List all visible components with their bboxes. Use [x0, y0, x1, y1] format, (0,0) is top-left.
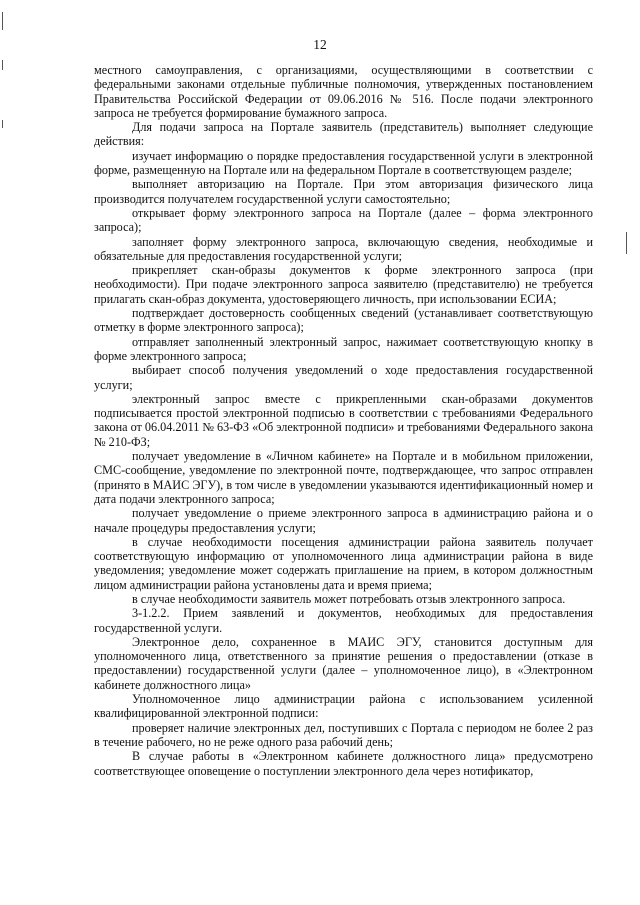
paragraph: местного самоуправления, с организациями, осуществляющими в соответствии с федеральными законами отдельные публичные полномочия, утвержденных постановлением Правительства Российской Федерации от 09.06.2016 № 516. После подачи электронного запроса не требуется формирование бумажного запроса. [94, 63, 593, 120]
paragraph: получает уведомление о приеме электронного запроса в администрацию района и о начале процедуры предоставления услуги; [94, 506, 593, 535]
scan-edge-mark [2, 60, 3, 70]
page-number: 12 [313, 37, 327, 52]
paragraph: открывает форму электронного запроса на Портале (далее – форма электронного запроса); [94, 205, 593, 235]
paragraph: в случае необходимости заявитель может потребовать отзыв электронного запроса. [132, 591, 566, 606]
scan-edge-mark [2, 120, 3, 128]
paragraph: электронный запрос вместе с прикрепленными скан-образами документов подписывается простой электронной подписью в соответствии с требованиями Федерального закона от 06.04.2011 № 63-ФЗ «Об электронной подписи» и требованиями Федерального закона № 210-ФЗ; [94, 391, 593, 449]
paragraph: в случае необходимости посещения администрации района заявитель получает соответствующую информацию от уполномоченного лица администрации района в виде уведомления; уведомление может содержать приглашение на прием, в котором должностным лицом администрации района установлены дата и время приема; [94, 534, 593, 592]
paragraph: Электронное дело, сохраненное в МАИС ЭГУ, становится доступным для уполномоченного лица, ответственного за принятие решения о предоставлении (отказе в предоставлении) государственной услуги (далее – уполномоченное лицо), в «Электронном кабинете должностного лица» [94, 634, 593, 692]
scan-edge-mark [626, 232, 627, 254]
paragraph: В случае работы в «Электронном кабинете должностного лица» предусмотрено соответствующее оповещение о поступлении электронного дела через нотификатор, [94, 749, 593, 778]
paragraph: получает уведомление в «Личном кабинете» на Портале и в мобильном приложении, СМС-сообщение, уведомление по электронной почте, подтверждающее, что запрос отправлен (принято в МАИС ЭГУ), в том числе в уведомлении указываются идентификационный номер и дата подачи электронного запроса; [94, 449, 593, 506]
paragraph: выбирает способ получения уведомлений о ходе предоставления государственной услуги; [94, 363, 593, 392]
paragraph: заполняет форму электронного запроса, включающую сведения, необходимые и обязательные для предоставления государственной услуги; [94, 234, 593, 263]
paragraph: изучает информацию о порядке предоставления государственной услуги в электронной форме, размещенную на Портале или на федеральном Портале в соответствующем разделе; [94, 148, 593, 178]
paragraph: проверяет наличие электронных дел, поступивших с Портала с периодом не более 2 раз в течение рабочего, но не реже одного раза рабочий день; [94, 720, 593, 749]
scan-edge-mark [2, 12, 3, 30]
paragraph: прикрепляет скан-образы документов к форме электронного запроса (при необходимости). При подаче электронного запроса заявителю (представителю) не требуется прилагать скан-образ документа, удостоверяющего личность, при использовании ЕСИА; [94, 263, 593, 306]
paragraph: подтверждает достоверность сообщенных сведений (устанавливает соответствующую отметку в форме электронного запроса); [94, 306, 593, 335]
paragraph: Уполномоченное лицо администрации района с использованием усиленной квалифицированной электронной подписи: [94, 692, 593, 721]
paragraph: отправляет заполненный электронный запрос, нажимает соответствующую кнопку в форме электронного запроса; [94, 334, 593, 363]
document-body [94, 63, 593, 778]
paragraph: 3-1.2.2. Прием заявлений и документов, необходимых для предоставления государственной услуги. [94, 606, 593, 635]
paragraph: выполняет авторизацию на Портале. При этом авторизация физического лица производится получателем государственной услуги самостоятельно; [94, 177, 593, 206]
paragraph: Для подачи запроса на Портале заявитель (представитель) выполняет следующие действия: [94, 120, 593, 149]
